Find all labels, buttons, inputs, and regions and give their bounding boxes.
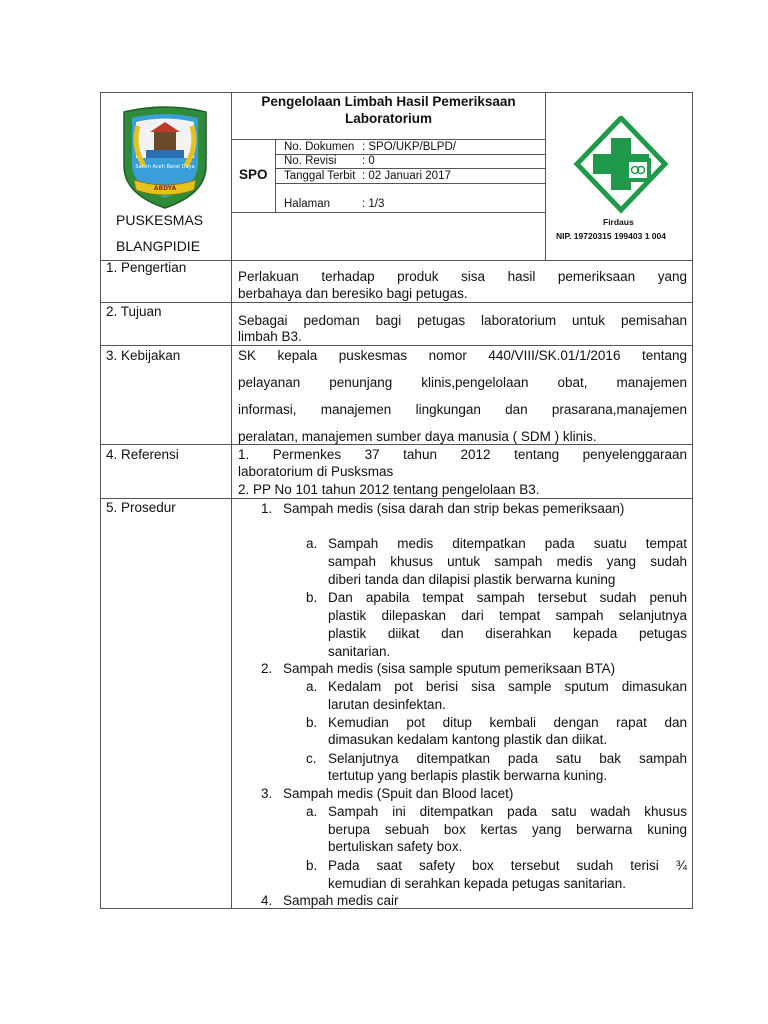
kebijakan-line: peralatan, manajemen sumber daya manusia ( SDM ) klinis. bbox=[238, 429, 597, 444]
pengertian-line-1: Perlakuan terhadap produk sisa hasil pemeriksaan yang bbox=[238, 269, 687, 284]
referensi-line: 2. PP No 101 tahun 2012 tentang pengelolaan B3. bbox=[238, 482, 540, 497]
pengertian-line-2: berbahaya dan beresiko bagi petugas. bbox=[238, 286, 468, 301]
signer-nip: NIP. 19720315 199403 1 004 bbox=[556, 231, 666, 241]
section-label-prosedur: 5. Prosedur bbox=[106, 500, 176, 515]
revision-label: No. Revisi bbox=[284, 155, 337, 167]
prosedur-subitem-letter: a. bbox=[306, 679, 318, 694]
prosedur-subitem-line: larutan desinfektan. bbox=[328, 697, 446, 712]
prosedur-subitem-line: kemudian di serahkan kepada petugas sanitarian. bbox=[328, 876, 626, 891]
rule bbox=[100, 345, 693, 346]
prosedur-subitem-line: berupa sebuah box kertas yang berwarna kuning bbox=[328, 822, 687, 837]
prosedur-subitem-line: Pada saat safety box tersebut sudah terisi ¾ bbox=[328, 858, 687, 873]
org-name-line2: BLANGPIDIE bbox=[116, 238, 201, 254]
rule bbox=[100, 498, 693, 499]
prosedur-subitem-letter: b. bbox=[306, 858, 318, 873]
page-label: Halaman bbox=[284, 198, 331, 210]
prosedur-subitem-line: plastik diikat dan diserahkan kepada petugas bbox=[328, 626, 687, 641]
rule bbox=[231, 260, 232, 909]
issued-date-value: : 02 Januari 2017 bbox=[362, 170, 451, 182]
prosedur-item-number: 1. bbox=[261, 501, 273, 516]
prosedur-subitem-line: sampah khusus untuk sampah medis yang sudah bbox=[328, 554, 687, 569]
regional-crest-logo bbox=[116, 106, 214, 210]
referensi-line: 1. Permenkes 37 tahun 2012 tentang penyelenggaraan bbox=[238, 447, 687, 462]
rule bbox=[231, 212, 545, 213]
rule bbox=[275, 183, 545, 184]
kebijakan-line: informasi, manajemen lingkungan dan prasarana,manajemen bbox=[238, 402, 687, 417]
prosedur-subitem-letter: b. bbox=[306, 715, 318, 730]
prosedur-item: Sampah medis (sisa darah dan strip bekas pemeriksaan) bbox=[283, 501, 625, 516]
prosedur-subitem-line: Kedalam pot berisi sisa sample sputum dimasukan bbox=[328, 679, 687, 694]
prosedur-subitem-letter: a. bbox=[306, 804, 318, 819]
svg-text:ABDYA: ABDYA bbox=[153, 185, 177, 192]
prosedur-subitem-line: dimasukan kedalam kantong plastik dan diikat. bbox=[328, 732, 608, 747]
tujuan-line-1: Sebagai pedoman bagi petugas laboratorium untuk pemisahan bbox=[238, 313, 687, 328]
rule bbox=[100, 260, 693, 261]
tujuan-line-2: limbah B3. bbox=[238, 329, 302, 344]
puskesmas-cross-logo bbox=[573, 116, 669, 216]
prosedur-item-number: 2. bbox=[261, 661, 273, 676]
prosedur-subitem-letter: c. bbox=[306, 751, 317, 766]
rule bbox=[275, 139, 276, 212]
doc-no-value: : SPO/UKP/BLPD/ bbox=[362, 141, 456, 153]
doc-no-label: No. Dokumen bbox=[284, 141, 355, 153]
document-title: Pengelolaan Limbah Hasil Pemeriksaan Laboratorium bbox=[261, 94, 516, 126]
section-label-tujuan: 2. Tujuan bbox=[106, 304, 162, 319]
svg-text:Salam Aceh Barat Daya: Salam Aceh Barat Daya bbox=[135, 164, 195, 170]
revision-value: : 0 bbox=[362, 155, 375, 167]
prosedur-item: Sampah medis cair bbox=[283, 893, 399, 908]
prosedur-item-number: 3. bbox=[261, 786, 273, 801]
issued-date-label: Tanggal Terbit bbox=[284, 170, 356, 182]
prosedur-subitem-line: Kemudian pot ditup kembali dengan rapat dan bbox=[328, 715, 687, 730]
prosedur-subitem-line: bertuliskan safety box. bbox=[328, 839, 463, 854]
rule bbox=[100, 302, 693, 303]
prosedur-subitem-letter: b. bbox=[306, 590, 318, 605]
org-name-line1: PUSKESMAS bbox=[116, 212, 204, 228]
prosedur-subitem-letter: a. bbox=[306, 536, 318, 551]
spo-label: SPO bbox=[239, 167, 268, 182]
prosedur-item-number: 4. bbox=[261, 893, 273, 908]
prosedur-subitem-line: tertutup yang berlapis plastik berwarna kuning. bbox=[328, 768, 608, 783]
signer-name: Firdaus bbox=[603, 217, 634, 227]
prosedur-item: Sampah medis (sisa sample sputum pemeriksaan BTA) bbox=[283, 661, 616, 676]
prosedur-subitem-line: Sampah ini ditempatkan pada satu wadah khusus bbox=[328, 804, 687, 819]
section-label-kebijakan: 3. Kebijakan bbox=[106, 348, 181, 363]
prosedur-subitem-line: Sampah medis ditempatkan pada suatu tempat bbox=[328, 536, 687, 551]
kebijakan-line: pelayanan penunjang klinis,pengelolaan obat, manajemen bbox=[238, 375, 687, 390]
prosedur-subitem-line: diberi tanda dan dilapisi plastik berwarna kuning bbox=[328, 572, 616, 587]
rule bbox=[545, 92, 546, 260]
referensi-line: laboratorium di Pusksmas bbox=[238, 464, 394, 479]
page-value: : 1/3 bbox=[362, 198, 385, 210]
prosedur-item: Sampah medis (Spuit dan Blood lacet) bbox=[283, 786, 514, 801]
prosedur-subitem-line: sanitarian. bbox=[328, 644, 391, 659]
prosedur-subitem-line: Selanjutnya ditempatkan pada satu bak sampah bbox=[328, 751, 687, 766]
kebijakan-line: SK kepala puskesmas nomor 440/VIII/SK.01/1/2016 tentang bbox=[238, 348, 687, 363]
section-label-referensi: 4. Referensi bbox=[106, 447, 179, 462]
prosedur-subitem-line: Dan apabila tempat sampah tersebut sudah penuh bbox=[328, 590, 687, 605]
prosedur-subitem-line: plastik dilepaskan dari tempat sampah selanjutnya bbox=[328, 608, 687, 623]
section-label-pengertian: 1. Pengertian bbox=[106, 260, 187, 275]
